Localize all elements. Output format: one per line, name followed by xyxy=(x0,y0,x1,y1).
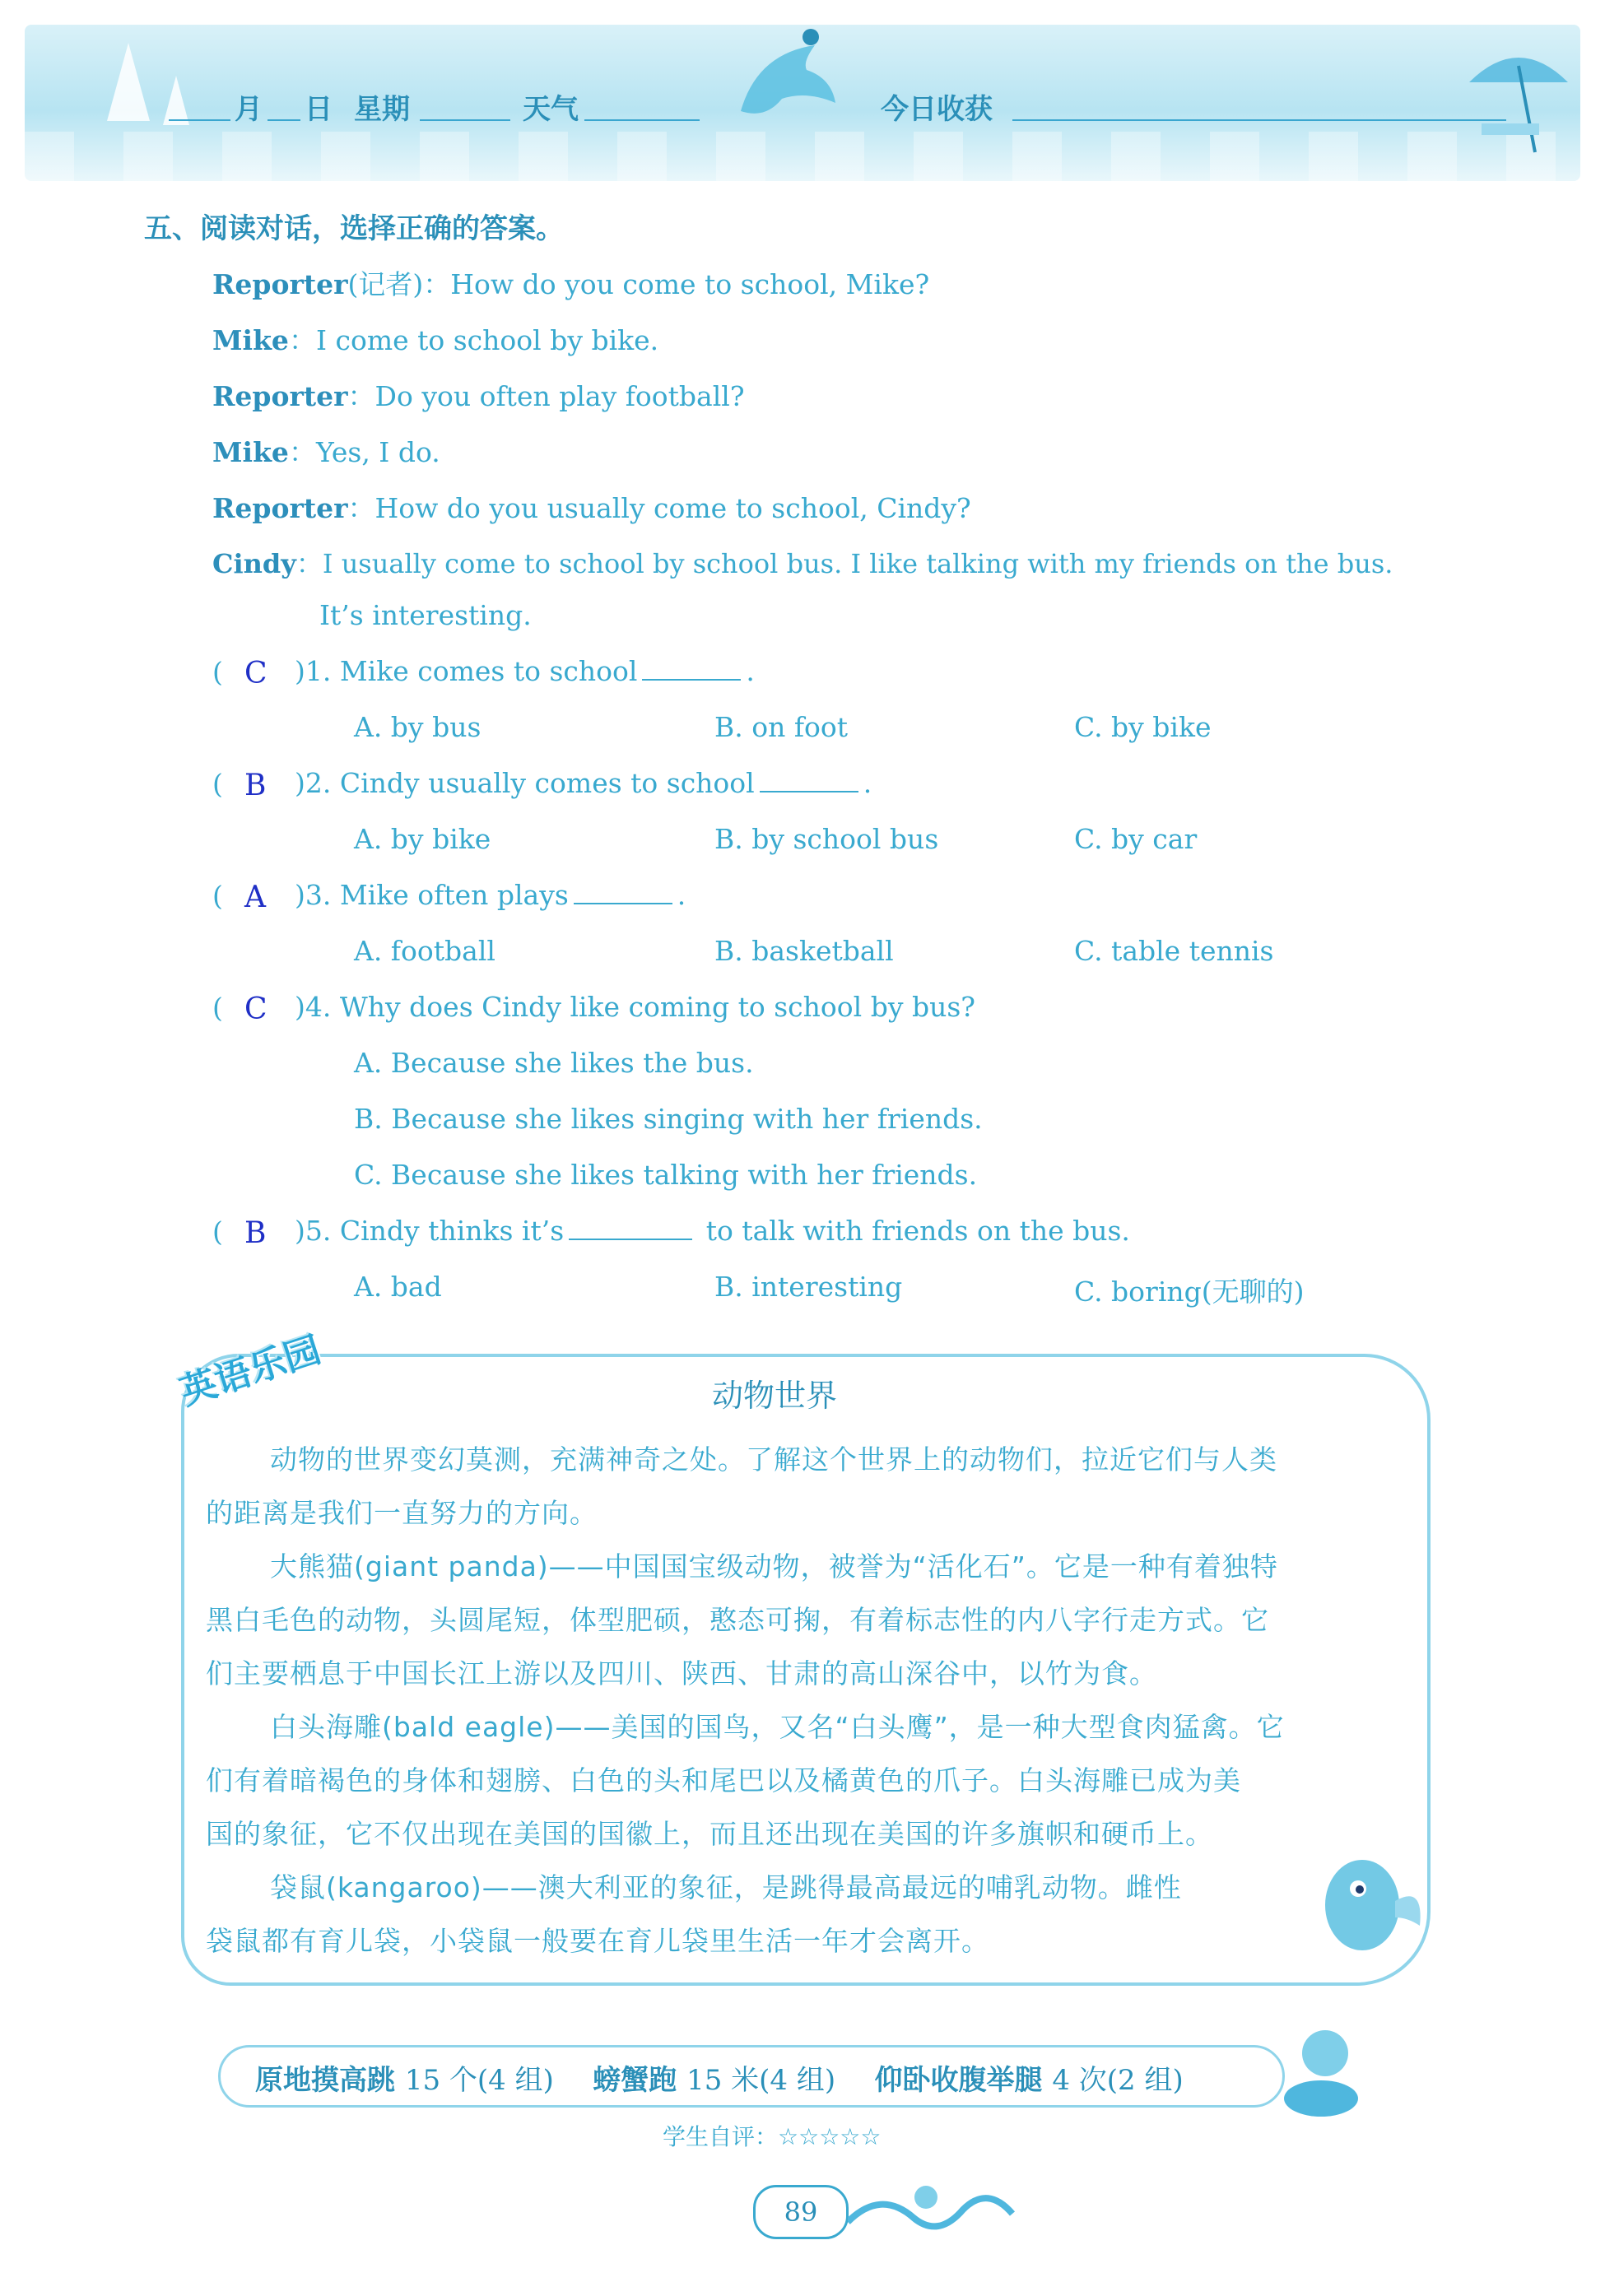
header-weekday: 星期 xyxy=(354,93,410,126)
paragraph-line: 袋鼠(kangaroo)——澳大利亚的象征，是跳得最高最远的哺乳动物。雌性 xyxy=(270,1871,1182,1903)
header-harvest: 今日收获 xyxy=(881,93,993,126)
dialogue-line xyxy=(212,375,745,414)
speaker-note: (记者)： xyxy=(347,268,451,300)
answer-mark: A xyxy=(244,881,266,914)
answer-blank xyxy=(760,768,858,792)
header-month: 月 xyxy=(235,93,263,126)
option: B. Because she likes singing with her friends. xyxy=(354,1103,983,1135)
dialogue-text: I usually come to school by school bus. I like talking with my friends on the bus. xyxy=(322,548,1393,579)
blank-line xyxy=(1012,119,1506,121)
cartoon-fish-icon xyxy=(1313,1843,1428,1967)
answer-mark: C xyxy=(244,992,268,1026)
beach-umbrella-icon xyxy=(1465,33,1572,156)
answer-mark: B xyxy=(244,769,267,802)
speaker: Reporter xyxy=(212,380,348,412)
question-text: Mike comes to school xyxy=(339,655,638,687)
speaker-note: ： xyxy=(288,436,316,468)
exercise-b-count: 15 米(4 组) xyxy=(686,2064,836,2097)
blank-line xyxy=(169,119,230,121)
paren-open: ( xyxy=(212,1215,223,1248)
question-number: )3. xyxy=(295,879,332,911)
self-evaluation: 学生自评：☆☆☆☆☆ xyxy=(663,2123,882,2150)
option: A. by bike xyxy=(354,823,491,855)
option: C. by bike xyxy=(1074,711,1212,743)
paren-open: ( xyxy=(212,992,223,1024)
paragraph-line: 黑白毛色的动物，头圆尾短，体型肥硕，憨态可掬，有着标志性的内八字行走方式。它 xyxy=(206,1604,1269,1636)
answer-mark: B xyxy=(244,1216,267,1250)
question-tail: . xyxy=(677,879,686,911)
answer-blank xyxy=(574,880,672,904)
paragraph-line: 袋鼠都有育儿袋，小袋鼠一般要在育儿袋里生活一年才会离开。 xyxy=(206,1925,989,1957)
option: B. on foot xyxy=(714,711,849,743)
speaker: Mike xyxy=(212,436,289,468)
speaker-note: ： xyxy=(347,492,375,524)
section-title: 五、阅读对话，选择正确的答案。 xyxy=(144,212,564,245)
question-number: )2. xyxy=(295,767,332,799)
dialogue-text: I come to school by bike. xyxy=(315,324,659,356)
question-stem xyxy=(295,655,755,687)
blank-line xyxy=(268,119,300,121)
exercise-text xyxy=(255,2057,1184,2098)
fun-section-badge: 英语乐园 xyxy=(174,1328,326,1414)
paragraph-line: 白头海雕(bald eagle)——美国的国鸟，又名“白头鹰”，是一种大型食肉猛禽。它 xyxy=(270,1711,1285,1743)
dialogue-text: How do you come to school, Mike? xyxy=(450,268,930,300)
dialogue-line xyxy=(212,319,658,358)
question-text: Mike often plays xyxy=(339,879,569,911)
speaker-note: ： xyxy=(295,548,323,579)
question-stem xyxy=(295,1215,1130,1247)
option: B. basketball xyxy=(714,935,894,967)
speaker: Reporter xyxy=(212,268,348,300)
question-number: )4. xyxy=(295,991,332,1023)
exercise-a-count: 15 个(4 组) xyxy=(404,2064,554,2097)
paragraph-line: 们有着暗褐色的身体和翅膀、白色的头和尾巴以及橘黄色的爪子。白头海雕已成为美 xyxy=(206,1764,1241,1796)
page-number: 89 xyxy=(753,2185,849,2239)
paren-open: ( xyxy=(212,880,223,912)
answer-blank xyxy=(642,656,741,681)
question-tail: to talk with friends on the bus. xyxy=(705,1215,1130,1247)
paragraph-line: 们主要栖息于中国长江上游以及四川、陕西、甘肃的高山深谷中，以竹为食。 xyxy=(206,1657,1157,1689)
exercise-a: 原地摸高跳 xyxy=(255,2064,395,2097)
answer-blank xyxy=(569,1215,692,1240)
exercise-c: 仰卧收腹举腿 xyxy=(874,2064,1043,2097)
dialogue-continuation: It’s interesting. xyxy=(319,599,532,631)
question-text: Cindy thinks it’s xyxy=(339,1215,565,1247)
sailboat-icon xyxy=(107,43,150,121)
paragraph-line: 的距离是我们一直努力的方向。 xyxy=(206,1497,598,1529)
speaker: Cindy xyxy=(212,548,296,579)
header-day: 日 xyxy=(305,93,333,126)
cartoon-mascot-icon xyxy=(1272,2016,1370,2123)
paren-open: ( xyxy=(212,656,223,688)
dialogue-line xyxy=(212,487,971,526)
question-tail: . xyxy=(863,767,872,799)
dialogue-line xyxy=(212,431,440,470)
exercise-b: 螃蟹跑 xyxy=(593,2064,677,2097)
option: A. Because she likes the bus. xyxy=(354,1047,754,1079)
sailboat-icon xyxy=(163,76,189,125)
paren-open: ( xyxy=(212,768,223,800)
wave-decoration-icon xyxy=(848,2173,1037,2247)
option: C. boring(无聊的) xyxy=(1074,1276,1305,1308)
paragraph-line: 动物的世界变幻莫测，充满神奇之处。了解这个世界上的动物们，拉近它们与人类 xyxy=(270,1443,1277,1476)
option: B. interesting xyxy=(714,1271,903,1303)
option: C. table tennis xyxy=(1074,935,1274,967)
question-stem xyxy=(295,991,975,1023)
speaker: Mike xyxy=(212,324,289,356)
option: A. football xyxy=(354,935,495,967)
dialogue-text: Do you often play football? xyxy=(374,380,745,412)
question-text: Why does Cindy like coming to school by bus? xyxy=(339,991,975,1023)
speaker-note: ： xyxy=(347,380,375,412)
question-number: )5. xyxy=(295,1215,332,1247)
option: B. by school bus xyxy=(714,823,939,855)
question-text: Cindy usually comes to school xyxy=(339,767,755,799)
paragraph-line: 国的象征，它不仅出现在美国的国徽上，而且还出现在美国的许多旗帜和硬币上。 xyxy=(206,1818,1213,1850)
dolphin-icon xyxy=(724,21,848,144)
exercise-c-count: 4 次(2 组) xyxy=(1052,2064,1184,2097)
speaker: Reporter xyxy=(212,492,348,524)
question-number: )1. xyxy=(295,655,332,687)
fun-section-title: 动物世界 xyxy=(712,1378,838,1414)
dialogue-text: Yes, I do. xyxy=(315,436,440,468)
blank-line xyxy=(584,119,700,121)
option: A. by bus xyxy=(354,711,482,743)
question-tail: . xyxy=(746,655,755,687)
dialogue-line xyxy=(212,543,1393,581)
option: A. bad xyxy=(354,1271,442,1303)
question-stem xyxy=(295,879,686,911)
dialogue-text: How do you usually come to school, Cindy? xyxy=(374,492,971,524)
dialogue-line xyxy=(212,263,929,302)
header-weather: 天气 xyxy=(523,93,579,126)
answer-mark: C xyxy=(244,657,268,690)
blank-line xyxy=(420,119,510,121)
paragraph-line: 大熊猫(giant panda)——中国国宝级动物，被誉为“活化石”。它是一种有着独特 xyxy=(270,1550,1278,1583)
option: C. by car xyxy=(1074,823,1198,855)
question-stem xyxy=(295,767,872,799)
option: C. Because she likes talking with her friends. xyxy=(354,1159,978,1191)
speaker-note: ： xyxy=(288,324,316,356)
